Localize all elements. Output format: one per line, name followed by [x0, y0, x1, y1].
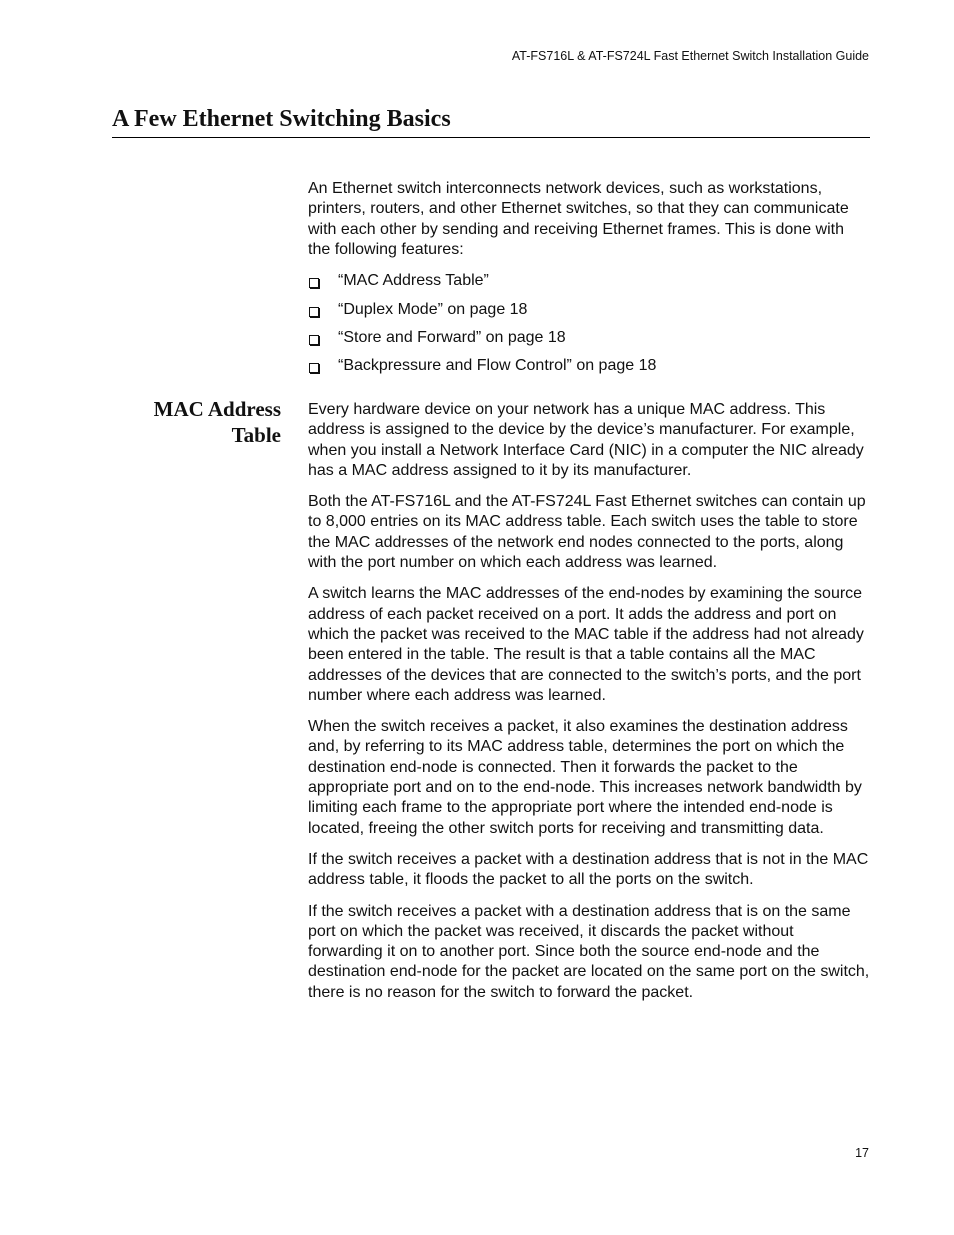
body-paragraph: When the switch receives a packet, it also examines the destination address and, by referring to its MAC address table, determines the port on which the destination end-node is connected. Then it forwards the packet to the appropriate port and on to the end-node. This increases network bandwidth by limiting each frame to the appropriate port where the intended end-node is located, freeing the other switch ports for receiving and transmitting data. [308, 718, 862, 837]
intro-block [308, 179, 870, 385]
section-title: A Few Ethernet Switching Basics [112, 106, 870, 138]
mac-address-table-body [308, 400, 870, 1014]
checkbox-bullet-icon [309, 335, 319, 345]
feature-list-item [308, 271, 870, 299]
body-paragraph: Both the AT-FS716L and the AT-FS724L Fast Ethernet switches can contain up to 8,000 entries on its MAC address table. Each switch uses the table to store the MAC addresses of the network end nodes connected to the ports, along with the port number on which each address was learned. [308, 493, 866, 572]
body-paragraph: Every hardware device on your network has a unique MAC address. This address is assigned to the device by the device’s manufacturer. For example, when you install a Network Interface Card (NIC) in a computer the NIC already has a MAC address assigned to it by its manufacturer. [308, 401, 864, 479]
heading-line: MAC Address [153, 397, 281, 421]
feature-list-item [308, 300, 870, 328]
feature-list [308, 271, 870, 385]
checkbox-bullet-icon [309, 278, 319, 288]
mac-address-table-heading [112, 396, 281, 448]
feature-list-item-text: “Backpressure and Flow Control” on page 18 [338, 357, 657, 375]
body-paragraph: If the switch receives a packet with a destination address that is on the same port on which the packet was received, it discards the packet without forwarding it on to another port. Since both the source end-node and the destination end-node for the packet are located on the same port on the switch, there is no reason for the switch to forward the packet. [308, 902, 870, 1001]
checkbox-bullet-icon [309, 307, 319, 317]
feature-list-item-text: “Duplex Mode” on page 18 [338, 300, 528, 318]
feature-list-item-text: “MAC Address Table” [338, 272, 489, 290]
body-paragraph: If the switch receives a packet with a destination address that is not in the MAC address table, it floods the packet to all the ports on the switch. [308, 850, 869, 889]
intro-paragraph: An Ethernet switch interconnects network devices, such as workstations, printers, routers, and other Ethernet switches, so that they can communicate with each other by sending and receiving Ethernet frames. This is done with the following features: [308, 180, 849, 258]
heading-line: Table [231, 423, 281, 447]
page-number: 17 [855, 1146, 869, 1160]
running-header: AT-FS716L & AT-FS724L Fast Ethernet Switch Installation Guide [511, 49, 869, 63]
body-paragraph: A switch learns the MAC addresses of the end-nodes by examining the source address of each packet received on a port. It adds the address and port on which the packet was received to the MAC table if the address had not already been entered in the table. The result is that a table contains all the MAC addresses of the devices that are connected to the switch’s ports, and the port number where each address was learned. [308, 585, 864, 704]
feature-list-item-text: “Store and Forward” on page 18 [338, 328, 566, 346]
checkbox-bullet-icon [309, 363, 319, 373]
feature-list-item [308, 356, 870, 384]
feature-list-item [308, 328, 870, 356]
